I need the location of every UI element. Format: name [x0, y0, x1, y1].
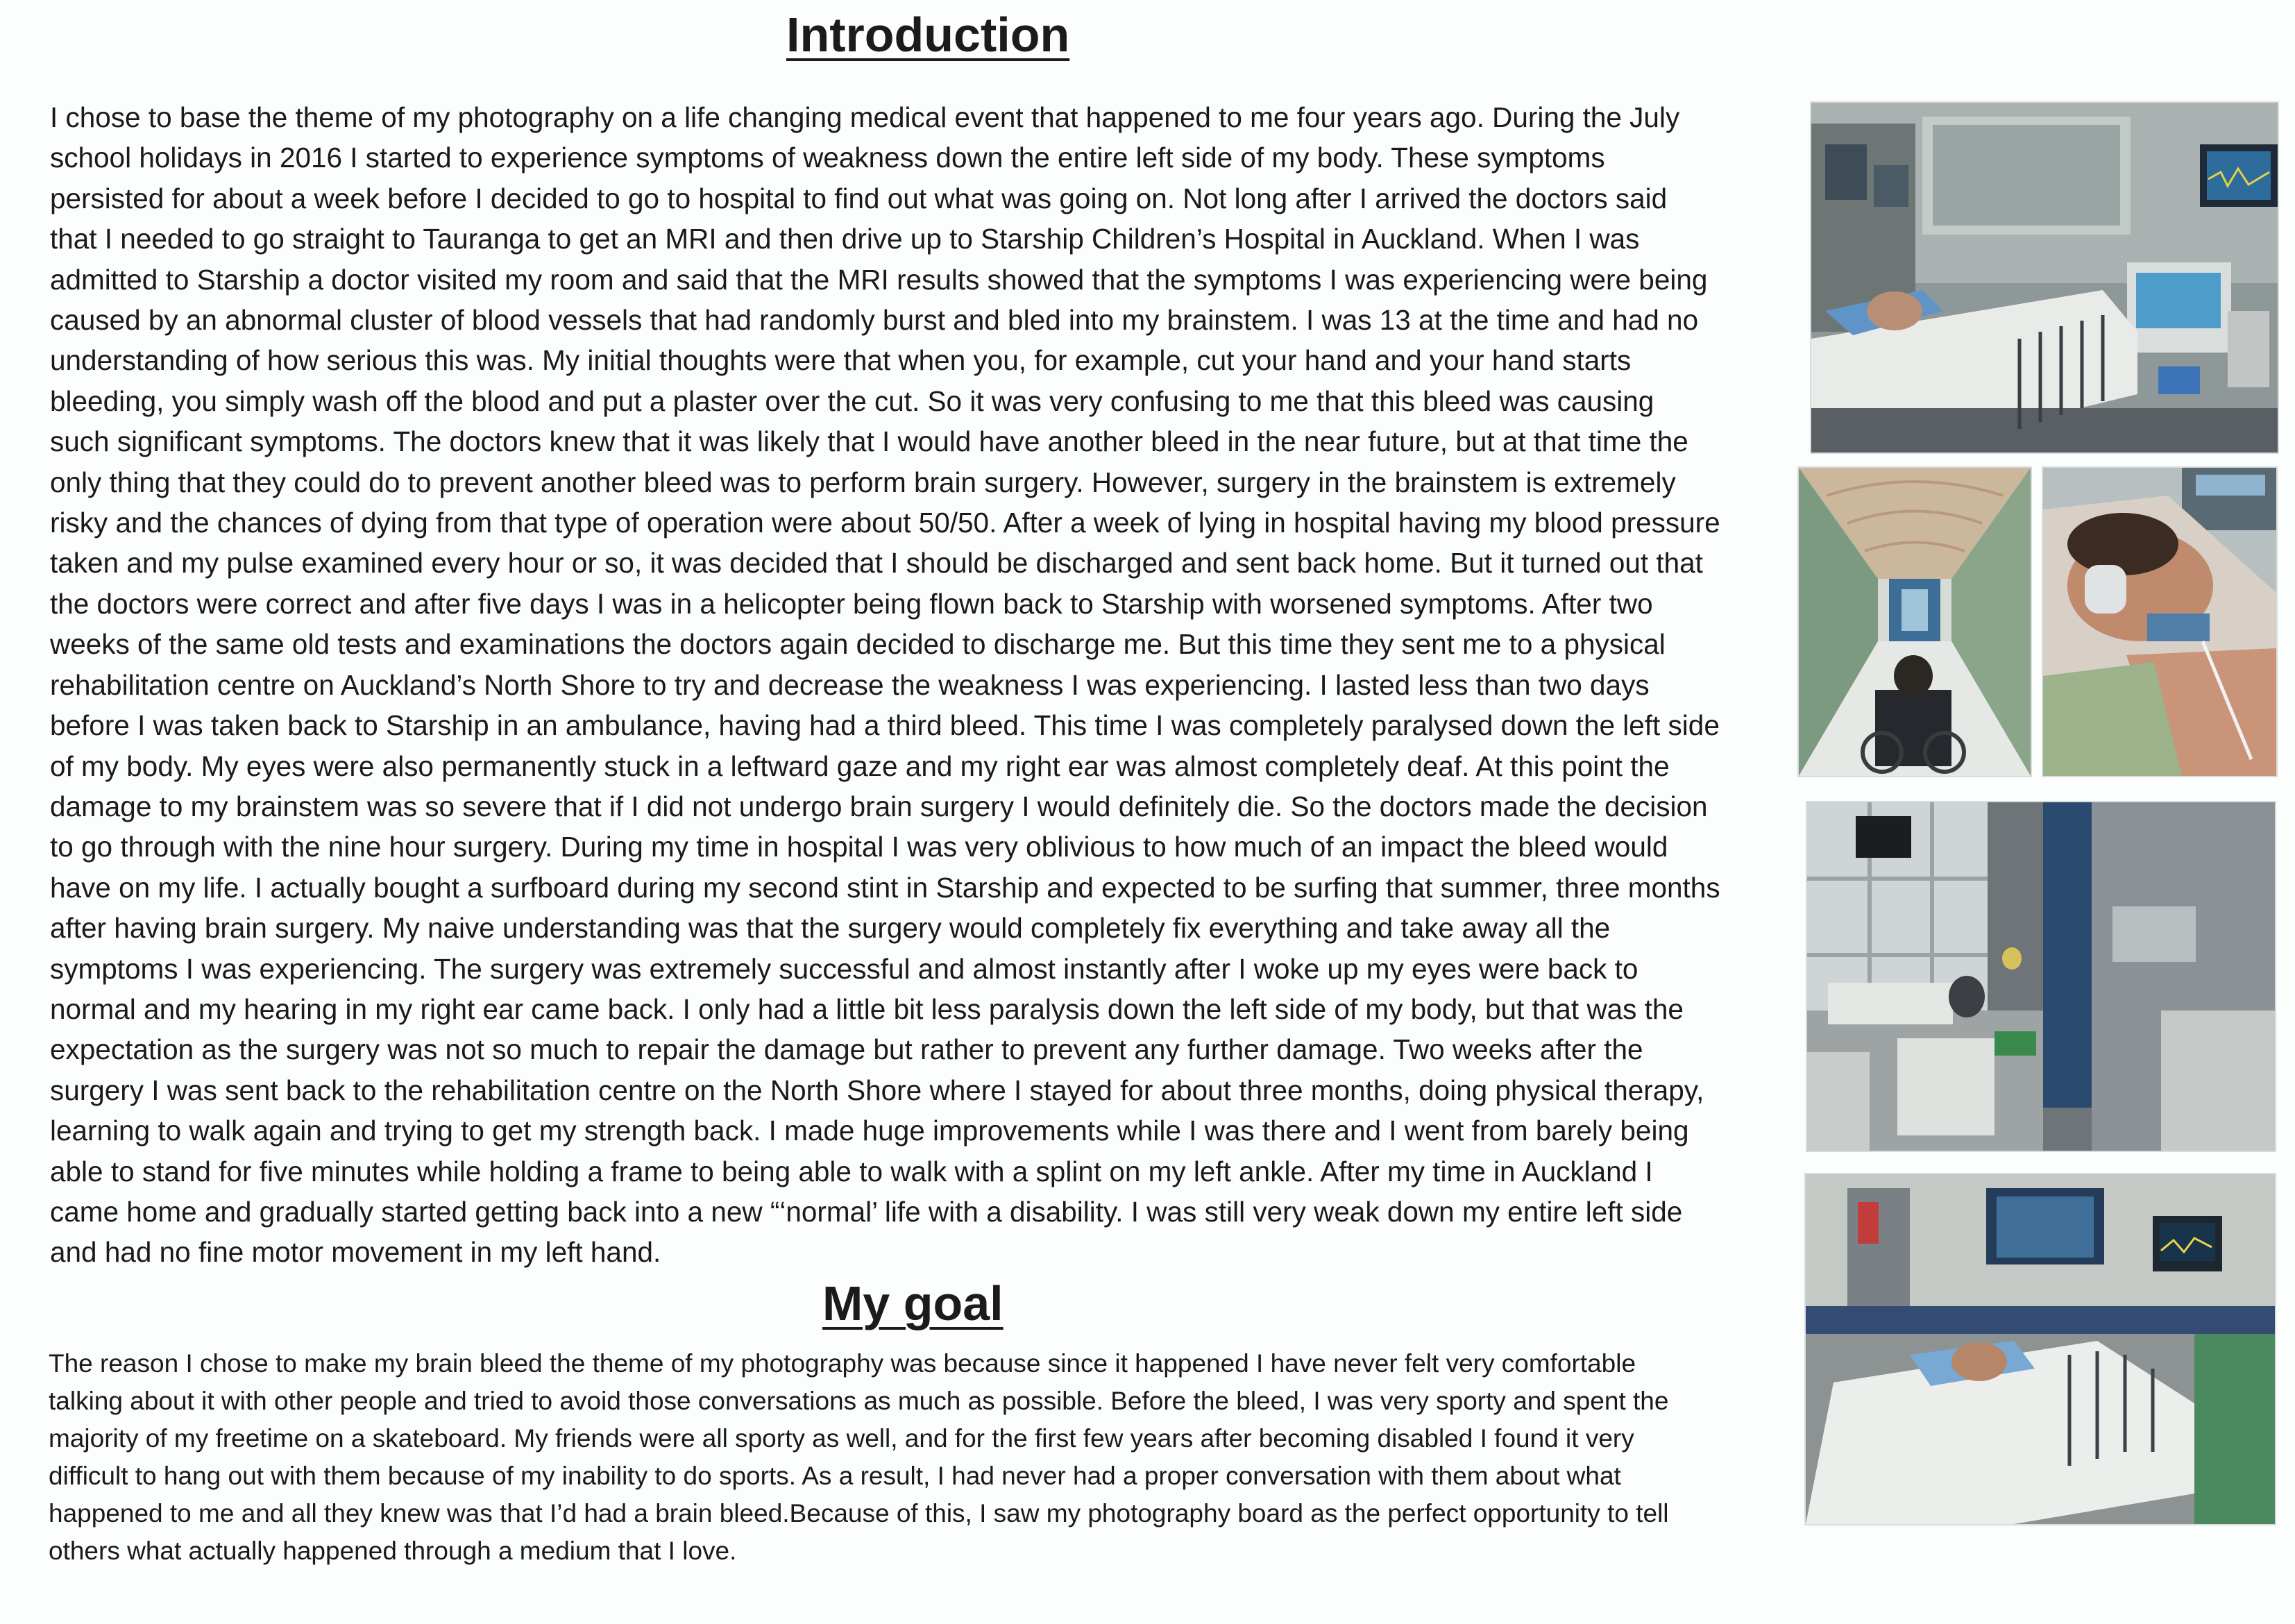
goal-line: difficult to hang out with them because of my inability to do sports. As a result, I had never had a proper conversation with them about what: [49, 1462, 1621, 1490]
intro-line: symptoms I was experiencing. The surgery was extremely successful and almost instantly after I woke up my eyes were back to: [50, 952, 1638, 985]
intro-line: expectation as the surgery was not so much to repair the damage but rather to prevent any further damage. Two weeks after the: [50, 1033, 1643, 1066]
goal-line: others what actually happened through a medium that I love.: [49, 1537, 737, 1565]
introduction-heading: Introduction: [786, 8, 1070, 62]
photo-icu-bed: [1804, 1173, 2276, 1525]
intro-line: that I needed to go straight to Tauranga to get an MRI and then drive up to Starship Children’s Hospital in Auckland. When I was: [50, 223, 1640, 255]
goal-line: talking about it with other people and tried to avoid those conversations as much as possible. Before the bleed, I was very sporty and spent the: [49, 1387, 1669, 1415]
intro-line: came home and gradually started getting back into a new “‘normal’ life with a disability. I was still very weak down my entire left side: [50, 1195, 1683, 1228]
photo-corridor-wheelchair: [1797, 466, 2032, 777]
photo-ward-room: [1806, 801, 2276, 1152]
intro-line: damage to my brainstem was so severe that if I did not undergo brain surgery I would definitely die. So the doctors made the decision: [50, 790, 1708, 822]
intro-line: to go through with the nine hour surgery. During my time in hospital I was very oblivious to how much of an impact the bleed would: [50, 831, 1668, 863]
photo-patient-closeup: [2042, 466, 2278, 777]
intro-line: bleeding, you simply wash off the blood and put a plaster over the cut. So it was very confusing to me that this bleed was causing: [50, 384, 1654, 417]
intro-line: only thing that they could do to prevent another bleed was to perform brain surgery. However, surgery in the brainstem is extremely: [50, 466, 1676, 498]
intro-line: school holidays in 2016 I started to experience symptoms of weakness down the entire left side of my body. These symptoms: [50, 142, 1605, 174]
intro-line: risky and the chances of dying from that type of operation were about 50/50. After a week of lying in hospital having my blood pressure: [50, 507, 1720, 539]
my-goal-heading: My goal: [822, 1276, 1003, 1330]
introduction-text: [50, 97, 1720, 1273]
intro-line: able to stand for five minutes while holding a frame to being able to walk with a splint on my left ankle. After my time in Auckland I: [50, 1155, 1653, 1187]
intro-line: the doctors were correct and after five days I was in a helicopter being flown back to Starship with worsened symptoms. After two: [50, 587, 1653, 620]
intro-line: understanding of how serious this was. My initial thoughts were that when you, for example, cut your hand and your hand starts: [50, 344, 1632, 377]
intro-line: normal and my hearing in my right ear came back. I only had a little bit less paralysis down the left side of my body, but that was the: [50, 992, 1684, 1025]
intro-line: before I was taken back to Starship in an ambulance, having had a third bleed. This time I was completely paralysed down the left side: [50, 709, 1720, 742]
intro-line: I chose to base the theme of my photography on a life changing medical event that happened to me four years ago. During the July: [50, 101, 1680, 133]
photo-hospital-bed: [1810, 101, 2279, 454]
intro-line: have on my life. I actually bought a surfboard during my second stint in Starship and expected to be surfing that summer, three months: [50, 871, 1720, 904]
intro-line: admitted to Starship a doctor visited my room and said that the MRI results showed that the symptoms I was experiencing were being: [50, 263, 1708, 296]
intro-line: of my body. My eyes were also permanently stuck in a leftward gaze and my right ear was almost completely deaf. At this point the: [50, 750, 1670, 782]
intro-line: such significant symptoms. The doctors knew that it was likely that I would have another bleed in the near future, but at that time the: [50, 425, 1688, 458]
my-goal-text: [49, 1345, 1669, 1570]
intro-line: taken and my pulse examined every hour or so, it was decided that I should be discharged and sent back home. But it turned out that: [50, 547, 1703, 580]
intro-line: weeks of the same old tests and examinations the doctors again decided to discharge me. But this time they sent me to a physical: [50, 628, 1666, 661]
intro-line: after having brain surgery. My naive understanding was that the surgery would completely fix everything and take away all the: [50, 912, 1611, 945]
goal-line: happened to me and all they knew was that I’d had a brain bleed.Because of this, I saw my photography board as the perfect opportunity to tell: [49, 1499, 1669, 1528]
intro-line: learning to walk again and trying to get my strength back. I made huge improvements while I was there and I went from barely being: [50, 1115, 1689, 1147]
intro-line: surgery I was sent back to the rehabilitation centre on the North Shore where I stayed for about three months, doing physical therapy,: [50, 1074, 1704, 1106]
intro-line: caused by an abnormal cluster of blood vessels that had randomly burst and bled into my brainstem. I was 13 at the time and had no: [50, 304, 1699, 337]
goal-line: The reason I chose to make my brain bleed the theme of my photography was because since it happened I have never felt very comfortable: [49, 1349, 1636, 1378]
goal-line: majority of my freetime on a skateboard. My friends were all sporty as well, and for the first few years after becoming disabled I found it very: [49, 1424, 1634, 1453]
intro-line: persisted for about a week before I decided to go to hospital to find out what was going on. Not long after I arrived the doctors said: [50, 182, 1668, 214]
intro-line: rehabilitation centre on Auckland’s North Shore to try and decrease the weakness I was experiencing. I lasted less than two days: [50, 668, 1650, 701]
intro-line: and had no fine motor movement in my left hand.: [50, 1236, 661, 1269]
